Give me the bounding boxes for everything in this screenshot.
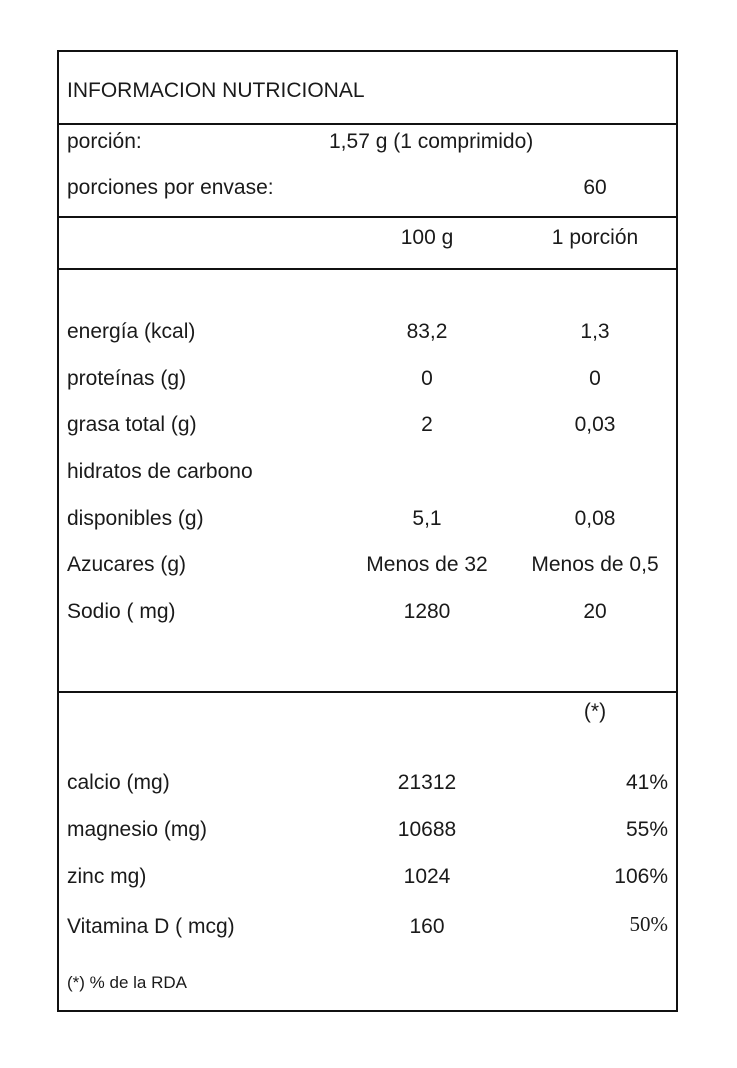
mineral-rda: 50% <box>629 912 668 936</box>
nutrient-per-100g: 2 <box>421 413 433 436</box>
mineral-rda: 106% <box>614 865 668 888</box>
nutrient-per-100g: 1280 <box>403 600 451 623</box>
divider-columns <box>59 268 676 270</box>
portion-label: porción: <box>67 130 142 153</box>
mineral-rda: 41% <box>625 771 668 794</box>
portion-value: 1,57 g (1 comprimido) <box>329 130 534 153</box>
nutrient-name: Sodio ( mg) <box>67 600 176 623</box>
nutrient-name: Azucares (g) <box>67 553 187 576</box>
nutrient-per-100g: Menos de 32 <box>366 553 488 576</box>
nutrient-name: disponibles (g) <box>67 507 204 530</box>
nutrient-per-100g: 5,1 <box>412 507 442 530</box>
nutrient-per-portion: 20 <box>583 600 607 623</box>
mineral-value: 1024 <box>403 865 451 888</box>
divider-minerals <box>59 691 676 693</box>
mineral-value: 21312 <box>397 771 457 794</box>
mineral-rda: 55% <box>625 818 668 841</box>
nutrient-per-portion: 0,08 <box>574 507 616 530</box>
per-pack-label: porciones por envase: <box>67 176 274 199</box>
nutrient-per-portion: 0 <box>589 367 601 390</box>
nutrient-per-portion: Menos de 0,5 <box>531 553 659 576</box>
nutrient-per-portion: 1,3 <box>580 320 610 343</box>
nutrient-per-100g: 83,2 <box>406 320 448 343</box>
per-pack-value: 60 <box>583 176 607 199</box>
nutrient-per-100g: 0 <box>421 367 433 390</box>
nutrient-per-portion: 0,03 <box>574 413 616 436</box>
panel-title: INFORMACION NUTRICIONAL <box>67 79 365 102</box>
mineral-value: 10688 <box>397 818 457 841</box>
mineral-name: magnesio (mg) <box>67 818 208 841</box>
footnote: (*) % de la RDA <box>67 973 187 992</box>
mineral-value: 160 <box>409 915 445 938</box>
nutrient-name: proteínas (g) <box>67 367 187 390</box>
rda-column-header: (*) <box>583 700 607 723</box>
nutrition-facts-panel <box>57 50 678 1012</box>
mineral-name: Vitamina D ( mcg) <box>67 915 235 938</box>
nutrient-name: grasa total (g) <box>67 413 197 436</box>
mineral-name: calcio (mg) <box>67 771 170 794</box>
mineral-name: zinc mg) <box>67 865 147 888</box>
column-header-100g: 100 g <box>400 226 454 249</box>
column-header-portion: 1 porción <box>551 226 639 249</box>
divider-title <box>59 123 676 125</box>
nutrient-name: hidratos de carbono <box>67 460 253 483</box>
nutrient-name: energía (kcal) <box>67 320 196 343</box>
divider-serving <box>59 216 676 218</box>
